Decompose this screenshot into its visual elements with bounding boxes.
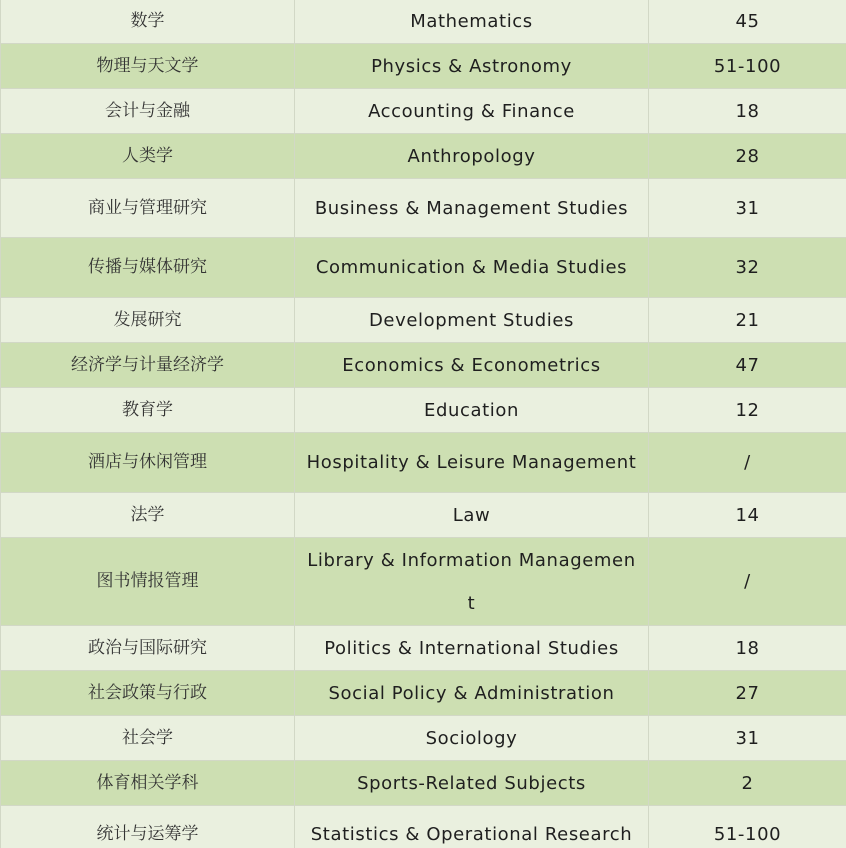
subject-chinese-name: 人类学: [1, 134, 295, 179]
subject-english-text: Development Studies: [368, 309, 575, 331]
subject-english-text: Business & Management Studies: [314, 197, 629, 219]
table-row: [1, 806, 846, 848]
subject-english-name: [295, 298, 649, 343]
table-row: [1, 493, 846, 538]
subject-rank: 45: [649, 0, 846, 44]
subject-chinese-name: 体育相关学科: [1, 761, 295, 806]
subject-rank: 18: [649, 89, 846, 134]
subject-chinese-name: 法学: [1, 493, 295, 538]
subject-english-text: Accounting & Finance: [368, 100, 575, 122]
subject-rank: 28: [649, 134, 846, 179]
subject-english-name: [295, 716, 649, 761]
table-row: [1, 238, 846, 298]
subject-chinese-name: 数学: [1, 0, 295, 44]
subject-chinese-name: 传播与媒体研究: [1, 238, 295, 298]
subject-english-name: [295, 134, 649, 179]
subject-english-name: [295, 343, 649, 388]
subject-rank: 51-100: [649, 806, 846, 848]
table-row: [1, 44, 846, 89]
subject-english-name: [295, 433, 649, 493]
subject-rank: 47: [649, 343, 846, 388]
table-row: [1, 761, 846, 806]
subject-rank: 2: [649, 761, 846, 806]
subject-english-name: [295, 538, 649, 626]
subject-english-name: [295, 388, 649, 433]
subject-chinese-name: 商业与管理研究: [1, 179, 295, 238]
table-row: [1, 716, 846, 761]
subject-rank: 12: [649, 388, 846, 433]
subject-rank: 27: [649, 671, 846, 716]
subject-english-name: [295, 0, 649, 44]
subject-english-name: [295, 179, 649, 238]
table-row: [1, 538, 846, 626]
subject-english-name: [295, 761, 649, 806]
subject-chinese-name: 会计与金融: [1, 89, 295, 134]
subject-rank: 31: [649, 179, 846, 238]
subject-english-name: [295, 806, 649, 848]
subject-english-text: Statistics & Operational Research: [310, 824, 633, 845]
subject-chinese-name: 经济学与计量经济学: [1, 343, 295, 388]
subject-chinese-name: 图书情报管理: [1, 538, 295, 626]
table-row: [1, 388, 846, 433]
subject-english-name: [295, 493, 649, 538]
subject-rank: 14: [649, 493, 846, 538]
subject-rank: 18: [649, 626, 846, 671]
subject-english-text: Law: [452, 504, 491, 526]
subject-chinese-name: 统计与运筹学: [1, 806, 295, 848]
subject-english-text: Education: [423, 399, 519, 421]
subject-chinese-name: 发展研究: [1, 298, 295, 343]
subject-english-name: [295, 44, 649, 89]
subject-english-text: Politics & International Studies: [324, 637, 619, 659]
subject-english-text: Sociology: [425, 727, 518, 749]
subject-english-text: Sports-Related Subjects: [357, 772, 586, 794]
table-row: [1, 343, 846, 388]
subject-chinese-name: 酒店与休闲管理: [1, 433, 295, 493]
subject-english-text: Hospitality & Leisure Management: [306, 452, 637, 473]
subject-chinese-name: 物理与天文学: [1, 44, 295, 89]
table-row: [1, 433, 846, 493]
subject-english-text: Social Policy & Administration: [328, 682, 615, 704]
subject-english-text: Library & Information Management: [307, 549, 636, 614]
subject-rank: 51-100: [649, 44, 846, 89]
subject-rank: /: [649, 538, 846, 626]
table-body: [1, 0, 846, 848]
subject-rank: 31: [649, 716, 846, 761]
subject-english-text: Economics & Econometrics: [342, 354, 601, 376]
subject-english-name: [295, 626, 649, 671]
subject-chinese-name: 教育学: [1, 388, 295, 433]
table-row: [1, 671, 846, 716]
subject-rank: 32: [649, 238, 846, 298]
subject-english-name: [295, 89, 649, 134]
subject-chinese-name: 社会政策与行政: [1, 671, 295, 716]
subject-rank: /: [649, 433, 846, 493]
subject-chinese-name: 政治与国际研究: [1, 626, 295, 671]
table-row: [1, 0, 846, 44]
subject-english-text: Anthropology: [407, 145, 536, 167]
subject-english-name: [295, 671, 649, 716]
subject-english-text: Communication & Media Studies: [315, 257, 628, 278]
table-row: [1, 298, 846, 343]
table-row: [1, 626, 846, 671]
subject-english-text: Mathematics: [410, 10, 533, 32]
table-row: [1, 179, 846, 238]
subject-english-text: Physics & Astronomy: [371, 55, 572, 77]
subject-rank: 21: [649, 298, 846, 343]
table-row: [1, 134, 846, 179]
subject-english-name: [295, 238, 649, 298]
subject-chinese-name: 社会学: [1, 716, 295, 761]
table-row: [1, 89, 846, 134]
